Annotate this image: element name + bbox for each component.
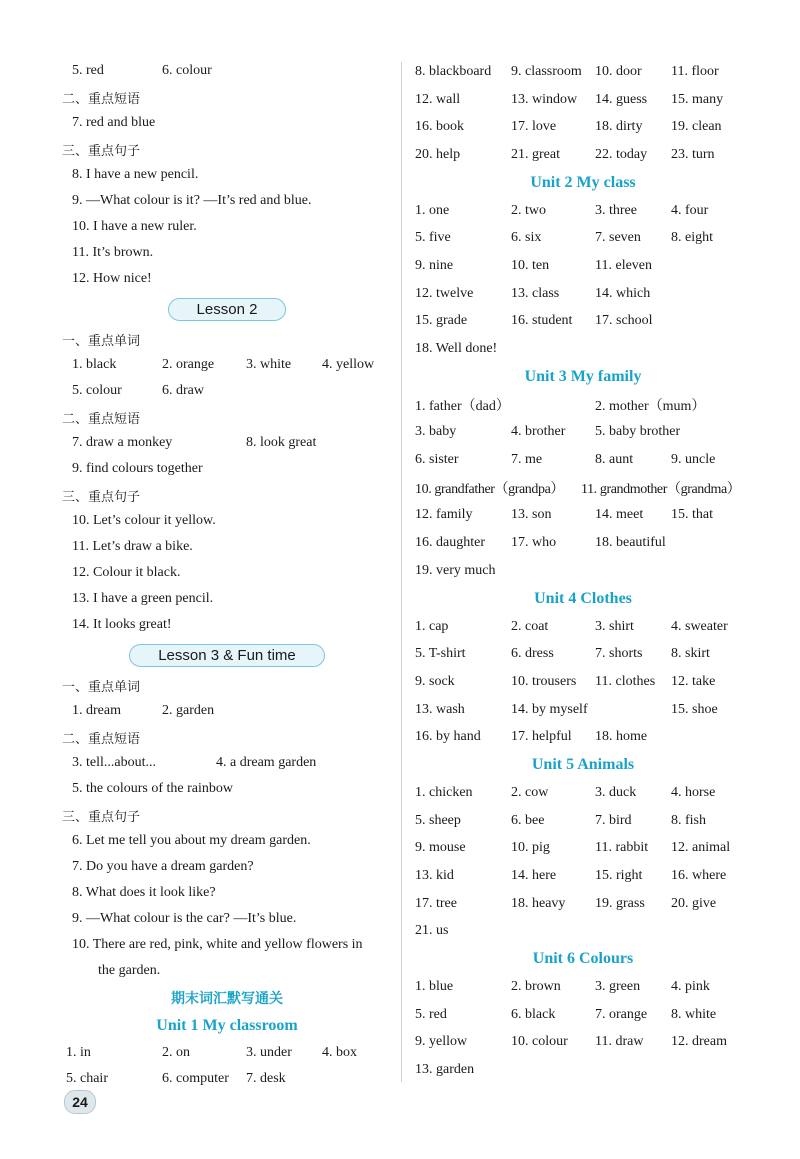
word-item: 13. window bbox=[511, 91, 578, 107]
word-item: 18. dirty bbox=[595, 119, 643, 135]
unit-4-title: Unit 4 Clothes bbox=[534, 589, 632, 607]
word-item: 8. eight bbox=[671, 230, 713, 246]
word-row bbox=[413, 280, 753, 308]
word-item: 6. bee bbox=[511, 812, 545, 828]
word-row bbox=[413, 197, 753, 225]
word-item: 18. Well done! bbox=[415, 341, 498, 357]
unit-6-title: Unit 6 Colours bbox=[532, 950, 634, 968]
word-item: 1. in bbox=[66, 1045, 91, 1060]
sentence-row bbox=[62, 906, 392, 932]
word-item: 18. heavy bbox=[511, 895, 566, 911]
sentence-row bbox=[62, 162, 392, 188]
sentence-row bbox=[62, 880, 392, 906]
sentence-item: 6. Let me tell you about my dream garden. bbox=[72, 833, 311, 848]
word-item: 4. brother bbox=[511, 424, 566, 440]
word-item: 20. give bbox=[671, 895, 717, 911]
unit-5-title: Unit 5 Animals bbox=[531, 756, 635, 774]
word-item: 8. blackboard bbox=[415, 63, 492, 79]
word-row bbox=[413, 1029, 753, 1057]
word-item: 13. son bbox=[511, 507, 552, 523]
word-item: 5. chair bbox=[66, 1071, 108, 1086]
word-item: 7. me bbox=[511, 452, 543, 468]
word-item: 10. colour bbox=[511, 1034, 568, 1050]
section-heading: 二、重点短语 bbox=[62, 411, 141, 427]
word-item: 9. uncle bbox=[671, 452, 716, 468]
phrase-row bbox=[62, 750, 392, 776]
word-item: 1. cap bbox=[415, 618, 449, 634]
word-item: 7. shorts bbox=[595, 646, 643, 662]
word-item: 17. love bbox=[511, 119, 557, 135]
word-item: 16. by hand bbox=[415, 729, 481, 745]
word-item: 5. red bbox=[415, 1006, 447, 1022]
word-item: 9. yellow bbox=[415, 1034, 468, 1050]
word-item: 2. brown bbox=[511, 979, 561, 995]
unit-2-title: Unit 2 My class bbox=[530, 173, 636, 191]
word-item: 2. garden bbox=[162, 703, 215, 718]
word-item: 1. black bbox=[72, 357, 117, 372]
word-item: 14. meet bbox=[595, 507, 644, 523]
word-item: 17. helpful bbox=[511, 729, 572, 745]
sentence-item: 7. Do you have a dream garden? bbox=[72, 859, 254, 874]
word-row bbox=[413, 141, 753, 169]
sentence-item: 9. —What colour is it? —It’s red and blue. bbox=[72, 193, 312, 208]
word-item: 9. nine bbox=[415, 257, 454, 273]
word-item: 10. door bbox=[595, 63, 642, 79]
word-item: 23. turn bbox=[671, 146, 715, 162]
sentence-item: 10. Let’s colour it yellow. bbox=[72, 513, 216, 528]
word-item: 5. red bbox=[72, 63, 104, 78]
word-item: 3. white bbox=[246, 357, 292, 372]
word-item: 12. animal bbox=[671, 840, 731, 856]
word-item: 2. orange bbox=[162, 357, 215, 372]
word-row bbox=[413, 835, 753, 863]
word-item: 19. grass bbox=[595, 895, 645, 911]
word-item: 3. baby bbox=[415, 424, 457, 440]
word-item: 7. orange bbox=[595, 1006, 648, 1022]
word-item: 4. yellow bbox=[322, 357, 375, 372]
word-item: 12. dream bbox=[671, 1034, 727, 1050]
lesson-title: Lesson 3 & Fun time bbox=[129, 644, 325, 667]
word-item: 6. sister bbox=[415, 452, 459, 468]
unit-3-title: Unit 3 My family bbox=[524, 367, 642, 385]
unit-1-continued bbox=[413, 58, 753, 169]
word-item: 21. great bbox=[511, 146, 560, 162]
word-row bbox=[413, 529, 753, 557]
word-item: 10. ten bbox=[511, 257, 550, 273]
word-item: 2. coat bbox=[511, 618, 549, 634]
word-item: 10. grandfather（grandpa） bbox=[415, 481, 565, 497]
left-column bbox=[62, 58, 392, 1092]
word-row bbox=[413, 613, 753, 641]
sentence-item: the garden. bbox=[98, 963, 161, 978]
word-item: 1. dream bbox=[72, 703, 121, 718]
sentence-item: 14. It looks great! bbox=[72, 617, 172, 632]
word-item: 3. shirt bbox=[595, 618, 634, 634]
phrase-row bbox=[62, 110, 392, 136]
unit-5-words bbox=[413, 779, 753, 945]
word-item: 5. baby brother bbox=[595, 424, 681, 440]
unit-4-words bbox=[413, 613, 753, 751]
phrase-item: 9. find colours together bbox=[72, 461, 203, 476]
word-item: 15. that bbox=[671, 507, 713, 523]
word-item: 2. two bbox=[511, 202, 546, 218]
word-row bbox=[413, 973, 753, 1001]
sentence-item: 10. There are red, pink, white and yellow flowers in bbox=[72, 937, 363, 952]
word-item: 13. kid bbox=[415, 868, 454, 884]
word-item: 4. sweater bbox=[671, 618, 728, 634]
word-row bbox=[413, 335, 753, 363]
word-item: 14. guess bbox=[595, 91, 648, 107]
word-row bbox=[413, 918, 753, 946]
word-item: 12. take bbox=[671, 673, 716, 689]
phrase-item: 7. red and blue bbox=[72, 115, 156, 130]
word-item: 3. duck bbox=[595, 784, 637, 800]
word-row bbox=[413, 890, 753, 918]
sentence-row bbox=[62, 828, 392, 854]
word-row bbox=[413, 723, 753, 751]
word-item: 17. who bbox=[511, 535, 557, 551]
section-heading: 三、重点句子 bbox=[62, 489, 141, 505]
word-item: 8. skirt bbox=[671, 646, 710, 662]
word-row bbox=[62, 352, 392, 378]
phrase-item: 4. a dream garden bbox=[216, 755, 317, 770]
right-column bbox=[413, 58, 753, 1084]
sentence-row bbox=[62, 534, 392, 560]
word-item: 3. green bbox=[595, 979, 641, 995]
sentence-row bbox=[62, 586, 392, 612]
unit-1-title: Unit 1 My classroom bbox=[156, 1017, 298, 1034]
word-item: 17. school bbox=[595, 313, 653, 329]
word-item: 7. desk bbox=[246, 1071, 286, 1086]
word-item: 11. clothes bbox=[595, 673, 656, 689]
word-row bbox=[62, 378, 392, 404]
sentence-row bbox=[62, 932, 392, 958]
word-item: 18. beautiful bbox=[595, 535, 666, 551]
word-item: 9. classroom bbox=[511, 63, 582, 79]
word-row bbox=[413, 502, 753, 530]
sentence-row bbox=[62, 214, 392, 240]
word-item: 19. very much bbox=[415, 562, 496, 578]
word-item: 11. draw bbox=[595, 1034, 644, 1050]
word-item: 12. wall bbox=[415, 91, 461, 107]
word-item: 5. T-shirt bbox=[415, 646, 466, 662]
word-row bbox=[413, 807, 753, 835]
word-item: 6. dress bbox=[511, 646, 554, 662]
word-item: 6. six bbox=[511, 230, 542, 246]
word-item: 11. eleven bbox=[595, 257, 653, 273]
word-item: 5. sheep bbox=[415, 812, 461, 828]
word-item: 22. today bbox=[595, 146, 648, 162]
word-item: 16. daughter bbox=[415, 535, 485, 551]
word-row bbox=[413, 86, 753, 114]
word-item: 12. family bbox=[415, 507, 473, 523]
word-item: 13. garden bbox=[415, 1062, 475, 1078]
sentence-row bbox=[62, 508, 392, 534]
word-row bbox=[413, 252, 753, 280]
word-row bbox=[413, 696, 753, 724]
sentence-item: 11. It’s brown. bbox=[72, 245, 154, 260]
section-heading: 三、重点句子 bbox=[62, 143, 141, 159]
lesson-2-header bbox=[62, 292, 392, 326]
word-item: 15. right bbox=[595, 868, 643, 884]
word-item: 6. black bbox=[511, 1006, 556, 1022]
phrase-item: 3. tell...about... bbox=[72, 755, 156, 770]
lesson-3-header bbox=[62, 638, 392, 672]
word-item: 2. cow bbox=[511, 784, 549, 800]
sentence-item: 9. —What colour is the car? —It’s blue. bbox=[72, 911, 297, 926]
word-item: 1. father（dad） bbox=[415, 398, 510, 414]
word-item: 6. draw bbox=[162, 383, 204, 398]
word-item: 13. class bbox=[511, 285, 560, 301]
word-item: 11. floor bbox=[671, 63, 719, 79]
sentence-row bbox=[62, 240, 392, 266]
sentence-row bbox=[62, 854, 392, 880]
word-row bbox=[413, 1001, 753, 1029]
word-item: 9. sock bbox=[415, 673, 455, 689]
section-heading: 一、重点单词 bbox=[62, 679, 141, 695]
word-item: 16. student bbox=[511, 313, 573, 329]
phrase-item: 8. look great bbox=[246, 435, 317, 450]
page-number: 24 bbox=[64, 1090, 96, 1114]
sentence-item: 8. I have a new pencil. bbox=[72, 167, 199, 182]
section-heading: 三、重点句子 bbox=[62, 809, 141, 825]
sentence-row bbox=[62, 188, 392, 214]
word-item: 4. box bbox=[322, 1045, 357, 1060]
word-row bbox=[413, 1056, 753, 1084]
word-row bbox=[413, 308, 753, 336]
word-item: 18. home bbox=[595, 729, 648, 745]
sentence-item: 13. I have a green pencil. bbox=[72, 591, 214, 606]
word-item: 21. us bbox=[415, 923, 449, 939]
sentence-item: 11. Let’s draw a bike. bbox=[72, 539, 193, 554]
word-item: 13. wash bbox=[415, 701, 465, 717]
sentence-item: 12. How nice! bbox=[72, 271, 152, 286]
word-item: 3. under bbox=[246, 1045, 292, 1060]
word-item: 8. aunt bbox=[595, 452, 634, 468]
final-review-title: 期末词汇默写通关 bbox=[171, 991, 283, 1007]
word-item: 15. shoe bbox=[671, 701, 718, 717]
word-item: 14. by myself bbox=[511, 701, 588, 717]
lesson-title: Lesson 2 bbox=[168, 298, 287, 321]
word-item: 11. grandmother（grandma） bbox=[581, 481, 741, 497]
word-item: 7. bird bbox=[595, 812, 632, 828]
word-row bbox=[413, 668, 753, 696]
word-item: 4. pink bbox=[671, 979, 710, 995]
word-item: 4. horse bbox=[671, 784, 716, 800]
sentence-row bbox=[62, 612, 392, 638]
phrase-row bbox=[62, 430, 392, 456]
word-row bbox=[413, 391, 753, 419]
word-item: 7. seven bbox=[595, 230, 641, 246]
word-row bbox=[413, 474, 753, 502]
word-row bbox=[62, 1066, 392, 1092]
word-row bbox=[413, 557, 753, 585]
word-item: 1. chicken bbox=[415, 784, 473, 800]
word-item: 15. grade bbox=[415, 313, 468, 329]
word-item: 19. clean bbox=[671, 119, 722, 135]
word-item: 15. many bbox=[671, 91, 724, 107]
word-item: 10. trousers bbox=[511, 673, 577, 689]
word-row bbox=[413, 224, 753, 252]
section-heading: 一、重点单词 bbox=[62, 333, 141, 349]
sentence-item: 12. Colour it black. bbox=[72, 565, 181, 580]
word-item: 16. where bbox=[671, 868, 727, 884]
word-row bbox=[413, 640, 753, 668]
phrase-item: 7. draw a monkey bbox=[72, 435, 173, 450]
word-item: 4. four bbox=[671, 202, 709, 218]
word-row bbox=[413, 419, 753, 447]
word-item: 5. colour bbox=[72, 383, 122, 398]
word-item: 9. mouse bbox=[415, 840, 466, 856]
unit-2-words bbox=[413, 197, 753, 363]
sentence-row bbox=[62, 266, 392, 292]
unit-3-words bbox=[413, 391, 753, 585]
word-item: 16. book bbox=[415, 119, 464, 135]
word-row bbox=[62, 58, 392, 84]
word-item: 14. here bbox=[511, 868, 557, 884]
word-item: 10. pig bbox=[511, 840, 550, 856]
word-row bbox=[413, 862, 753, 890]
sentence-row bbox=[62, 560, 392, 586]
word-item: 5. five bbox=[415, 230, 451, 246]
word-item: 2. on bbox=[162, 1045, 190, 1060]
section-heading: 二、重点短语 bbox=[62, 731, 141, 747]
unit-6-words bbox=[413, 973, 753, 1084]
word-row bbox=[413, 58, 753, 86]
word-item: 8. white bbox=[671, 1006, 717, 1022]
word-item: 17. tree bbox=[415, 895, 457, 911]
word-item: 3. three bbox=[595, 202, 637, 218]
phrase-row bbox=[62, 456, 392, 482]
word-row bbox=[413, 446, 753, 474]
column-divider bbox=[401, 62, 402, 1082]
sentence-item: 8. What does it look like? bbox=[72, 885, 216, 900]
sentence-item: 10. I have a new ruler. bbox=[72, 219, 197, 234]
phrase-item: 5. the colours of the rainbow bbox=[72, 781, 233, 796]
section-heading: 二、重点短语 bbox=[62, 91, 141, 107]
word-item: 12. twelve bbox=[415, 285, 474, 301]
phrase-row bbox=[62, 776, 392, 802]
word-item: 6. colour bbox=[162, 63, 212, 78]
word-row bbox=[62, 1040, 392, 1066]
word-row bbox=[62, 698, 392, 724]
word-item: 20. help bbox=[415, 146, 461, 162]
word-item: 8. fish bbox=[671, 812, 706, 828]
word-item: 1. one bbox=[415, 202, 450, 218]
word-row bbox=[413, 113, 753, 141]
sentence-row bbox=[62, 958, 392, 984]
word-item: 11. rabbit bbox=[595, 840, 649, 856]
word-item: 14. which bbox=[595, 285, 651, 301]
word-item: 2. mother（mum） bbox=[595, 398, 706, 414]
word-row bbox=[413, 779, 753, 807]
word-item: 6. computer bbox=[162, 1071, 229, 1086]
word-item: 1. blue bbox=[415, 979, 454, 995]
